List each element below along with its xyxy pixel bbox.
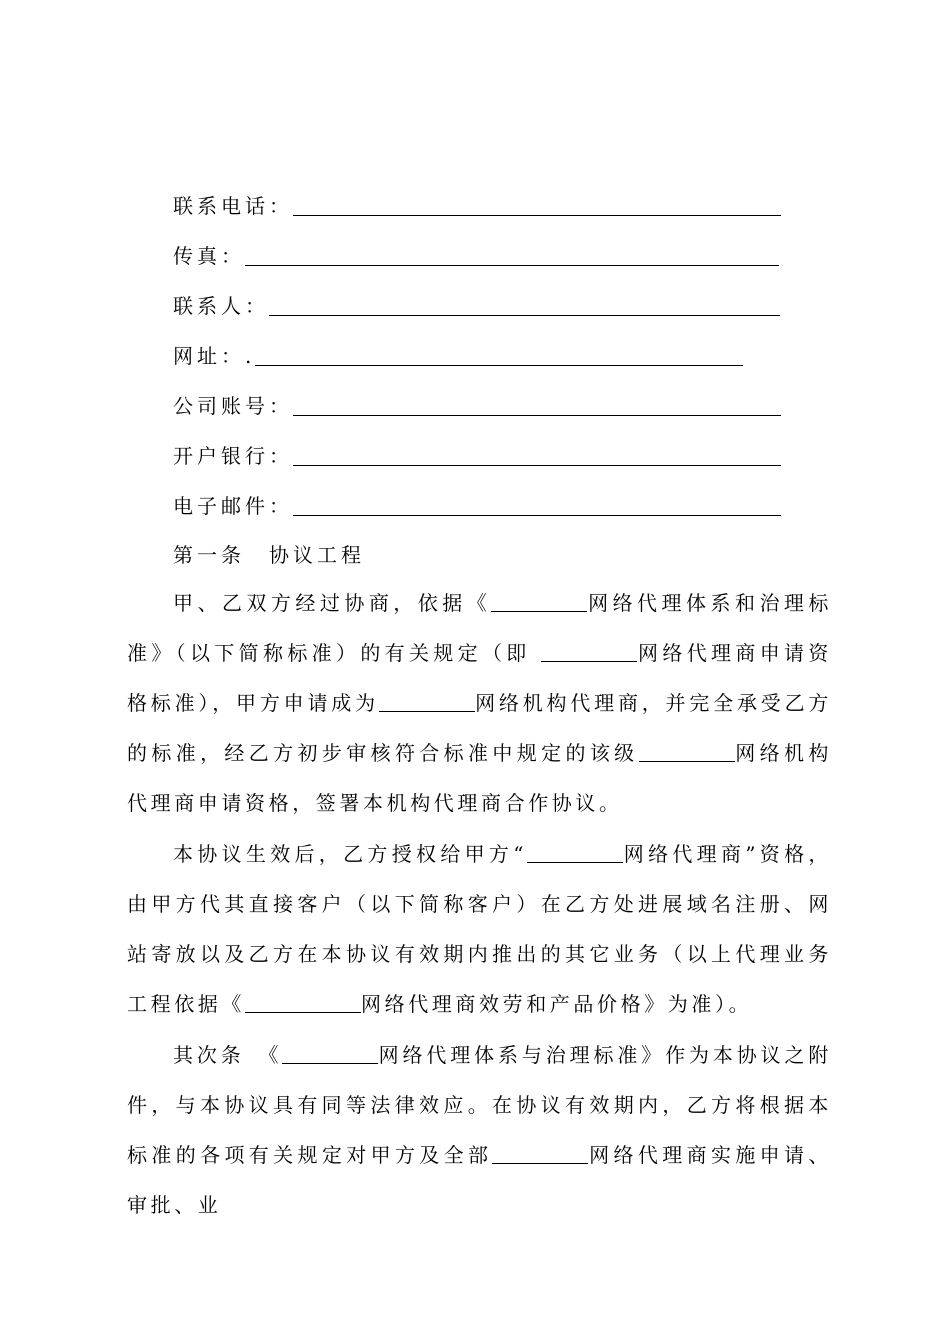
field-label: 联系人： [173,294,269,318]
text-run: 网络代理商”资格，由甲方代其直接客户（以下简称客户）在乙方处进展域名注册、网站寄放以及乙方在本协议有效期内推出的其它业务（以上代理业务工程依据《 [127,842,833,1016]
text-run: 网络机构代理商申请资格，签署本机构代理商合作协议。 [127,741,832,815]
field-label: 传真： [173,244,245,268]
text-run: 甲、乙双方经过协商，依据《 [173,591,492,615]
fill-in-blank [245,247,779,266]
fill-in-blank [293,447,781,466]
field-label: 网址：. [173,344,256,368]
website-field [173,342,743,370]
fill-in-blank [639,743,735,762]
fill-in-blank [379,693,475,712]
field-label: 电子邮件： [173,494,293,518]
text-run: 网络代理商申请资格标准），甲方申请成为 [127,641,832,715]
fill-in-blank [245,994,361,1013]
fill-in-blank [282,1045,378,1064]
text-run: 网络代理商效劳和产品价格》为准）。 [361,992,753,1016]
field-label: 公司账号： [173,394,293,418]
contact-phone-field [173,192,781,220]
text-run: 网络机构代理商，并完全承受乙方的标准，经乙方初步审核符合标准中规定的该级 [127,691,833,765]
fill-in-blank [492,1145,588,1164]
field-label: 联系电话： [173,194,293,218]
fill-in-blank [541,643,637,662]
field-label: 开户银行： [173,444,293,468]
company-account-field [173,392,781,420]
contact-person-field [173,292,780,320]
article-1-heading: 第一条 协议工程 [173,543,365,567]
text-run: 本协议生效后，乙方授权给甲方“ [173,842,528,866]
article-1-paragraph-2 [127,829,832,1029]
fill-in-blank [293,197,781,216]
fill-in-blank [491,593,587,612]
fill-in-blank [255,347,743,366]
article-1-paragraph-1 [127,578,832,828]
email-field [173,492,781,520]
article-2-paragraph [127,1030,832,1230]
bank-field [173,442,781,470]
fill-in-blank [293,497,781,516]
text-run: 其次条 《 [173,1043,283,1067]
fill-in-blank [269,297,780,316]
fill-in-blank [293,397,781,416]
fill-in-blank [527,844,623,863]
fax-field [173,242,779,270]
text-run: 网络代理体系和治理标准》（以下简称标准）的有关规定（即 [127,591,832,665]
text-run: 网络代理商实施申请、审批、业 [127,1143,833,1217]
text-run: 网络代理体系与治理标准》作为本协议之附件，与本协议具有同等法律效应。在协议有效期内，乙方将根据本标准的各项有关规定对甲方及全部 [127,1043,832,1167]
